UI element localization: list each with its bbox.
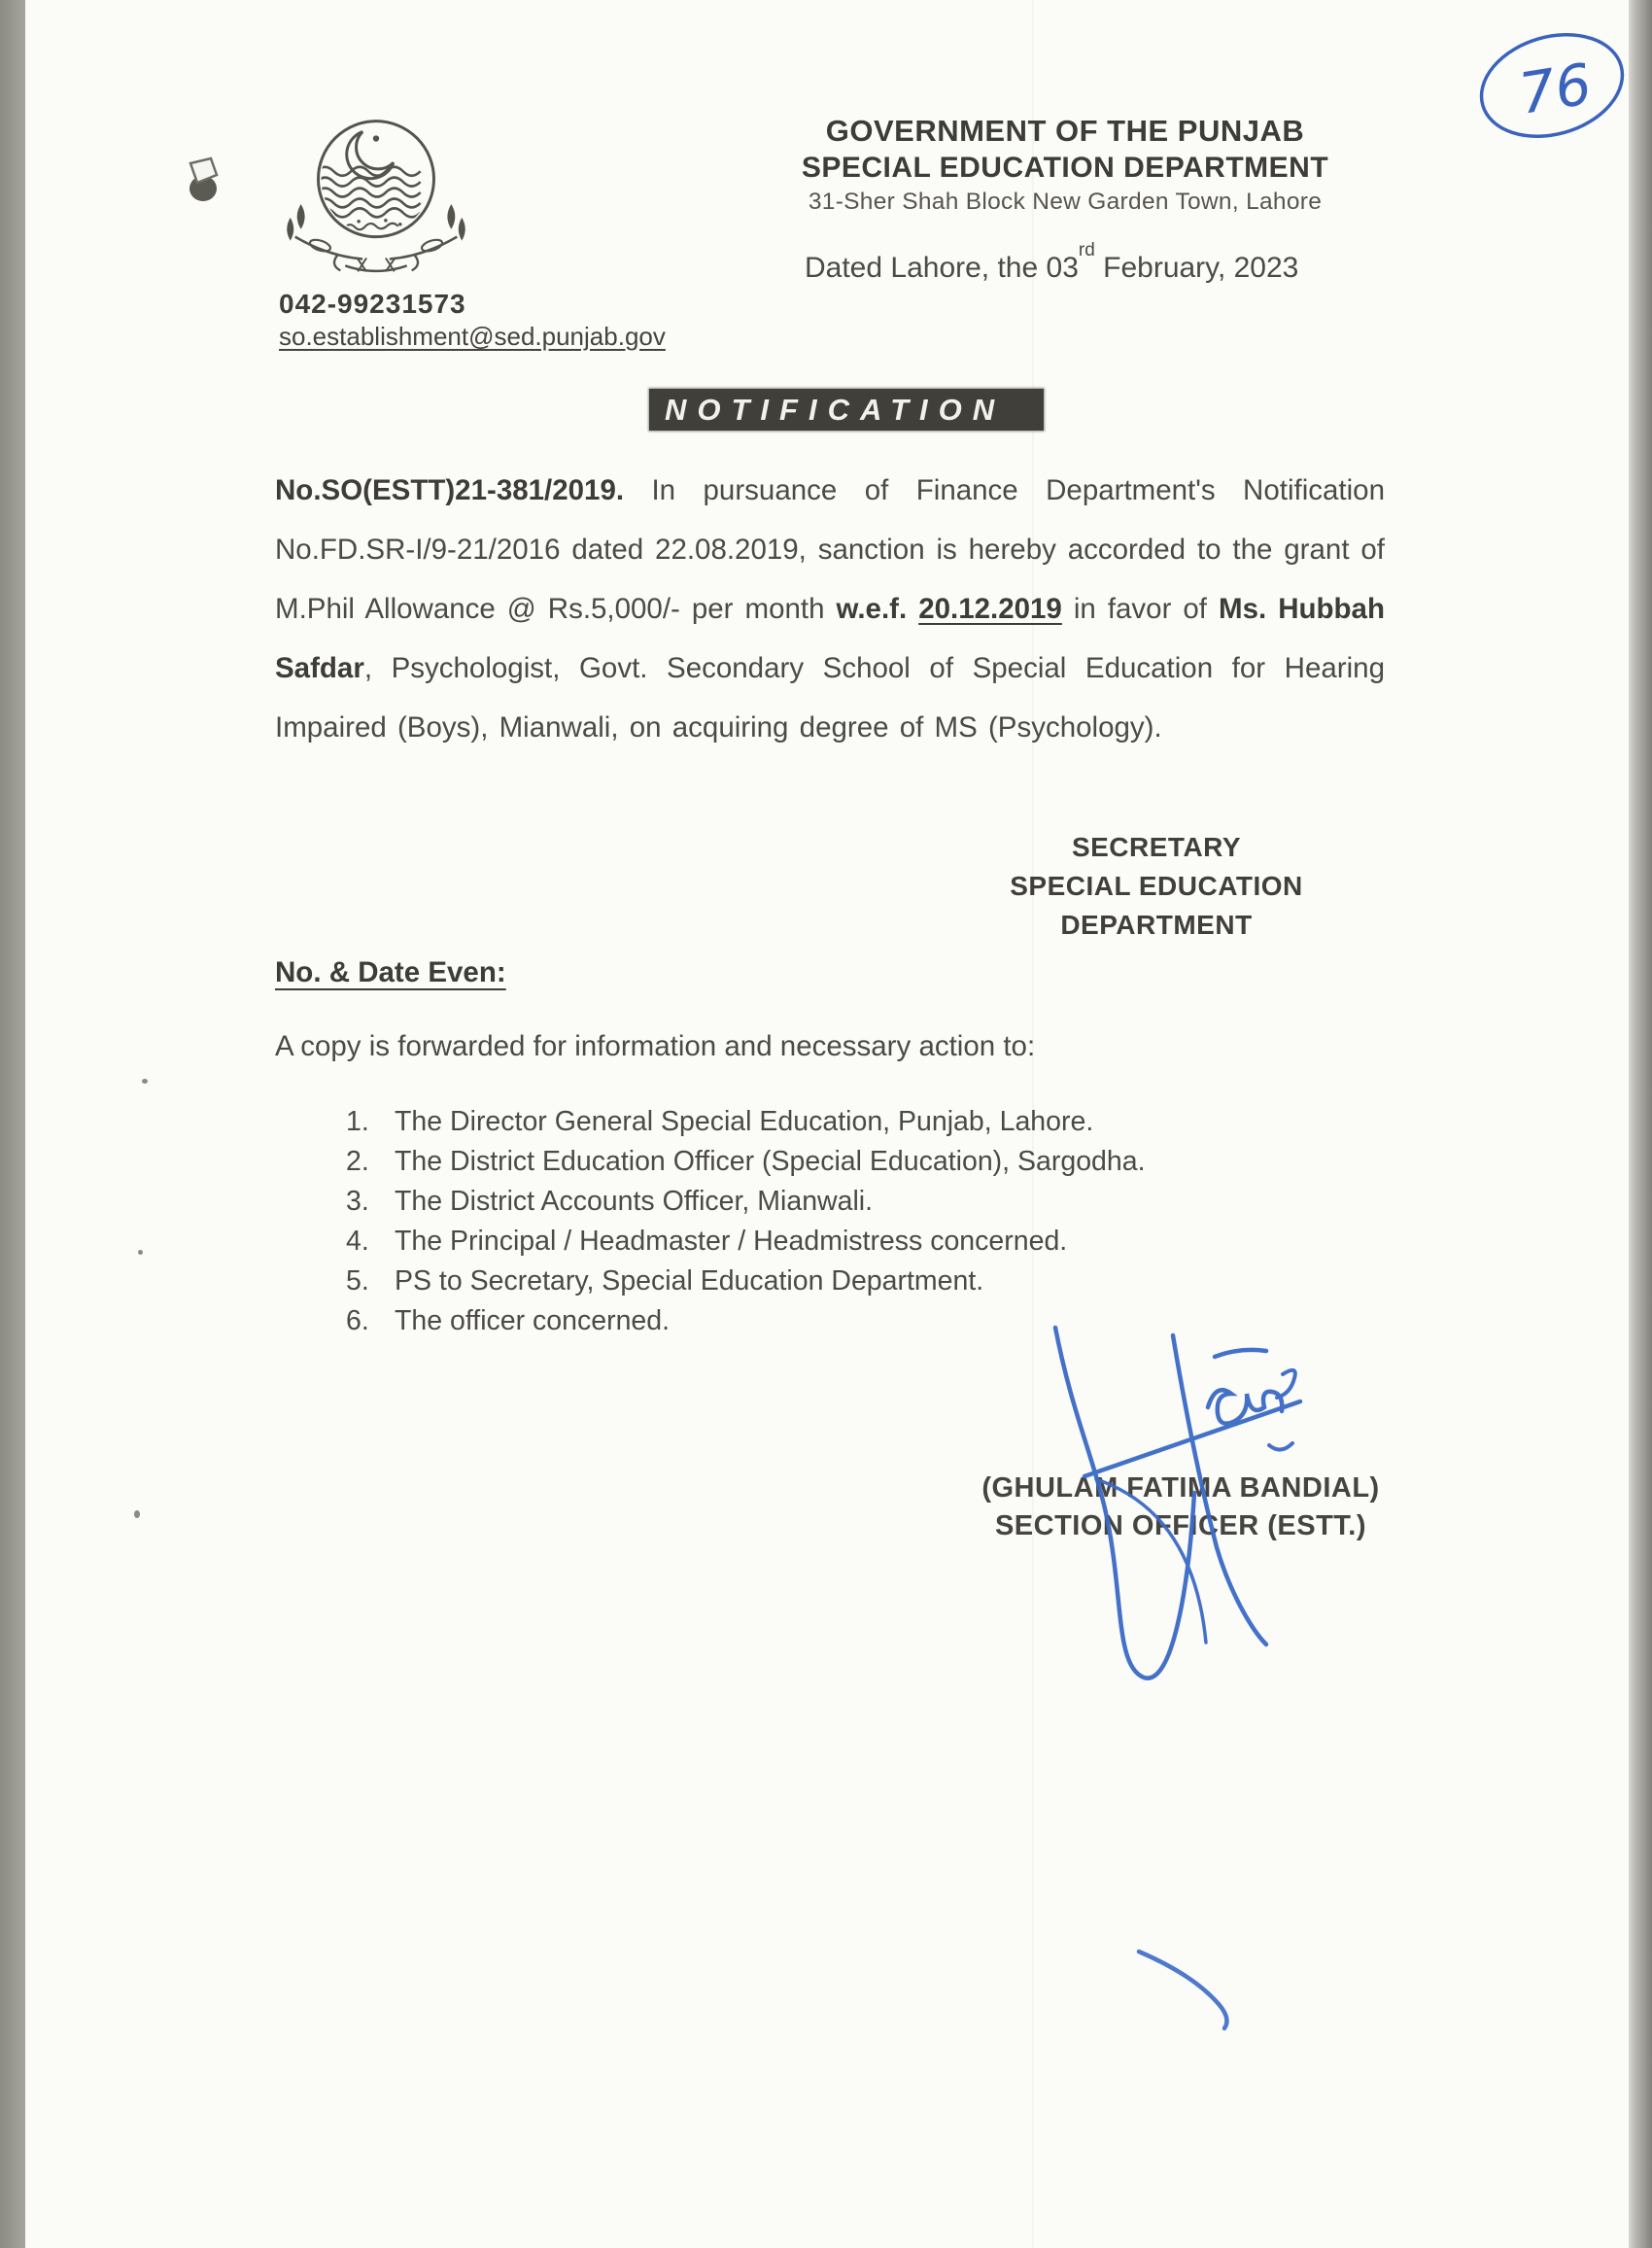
- grantee-name: Ms. Hubbah Safdar: [275, 593, 1385, 684]
- list-item-text: The Principal / Headmaster / Headmistress concerned.: [395, 1226, 1068, 1257]
- list-item-text: The Director General Special Education, Punjab, Lahore.: [395, 1106, 1094, 1137]
- number-date-even-label: No. & Date Even:: [275, 956, 506, 988]
- signatory-line-2: SPECIAL EDUCATION: [1010, 871, 1303, 901]
- ink-speck: [138, 1250, 143, 1255]
- page-number-circle-annotation: [1469, 19, 1635, 153]
- body-text-2: in favor of: [1061, 593, 1220, 625]
- list-number: 6.: [346, 1305, 369, 1336]
- date-line: [805, 240, 1299, 285]
- list-number: 1.: [346, 1106, 369, 1137]
- letterhead: [766, 113, 1364, 218]
- date-suffix: February, 2023: [1094, 252, 1299, 284]
- phone-number: 042-99231573: [279, 289, 466, 319]
- email-address: so.establishment@sed.punjab.gov: [279, 322, 666, 351]
- signatory-line-3: DEPARTMENT: [1060, 910, 1253, 940]
- recipient-list: [346, 1102, 1146, 1341]
- officer-title: SECTION OFFICER (ESTT.): [994, 1510, 1367, 1541]
- copy-forwarded-line: A copy is forwarded for information and necessary action to:: [275, 1030, 1036, 1062]
- list-item: [346, 1301, 1146, 1341]
- signatory-line-1: SECRETARY: [1071, 832, 1242, 862]
- list-item: [346, 1142, 1146, 1182]
- date-prefix: Dated Lahore, the 03: [805, 252, 1079, 284]
- list-number: 4.: [346, 1226, 369, 1257]
- department-address: 31-Sher Shah Block New Garden Town, Lahore: [808, 189, 1323, 215]
- scan-edge-right: [1629, 0, 1652, 2248]
- list-item-text: The officer concerned.: [395, 1305, 671, 1336]
- contact-block: [279, 288, 666, 352]
- government-title: GOVERNMENT OF THE PUNJAB: [825, 114, 1305, 148]
- notification-body: [275, 461, 1385, 757]
- punjab-government-crest-logo: [260, 111, 492, 286]
- list-item-text: The District Accounts Officer, Mianwali.: [395, 1186, 874, 1217]
- scan-edge-left: [0, 0, 25, 2248]
- staple-mark: [189, 158, 217, 201]
- list-number: 5.: [346, 1265, 369, 1297]
- wef-label: w.e.f.: [836, 593, 908, 625]
- list-item-text: PS to Secretary, Special Education Department.: [395, 1265, 984, 1297]
- ink-speck: [134, 1510, 140, 1518]
- section-officer-block: [952, 1470, 1409, 1545]
- body-text-3: , Psychologist, Govt. Secondary School of Special Education for Hearing Impaired (Boys), Mianwali, on acquiring degree of MS (Psychology).: [275, 652, 1385, 744]
- list-item: [346, 1102, 1146, 1142]
- effective-date: 20.12.2019: [918, 593, 1062, 625]
- notification-title-bar: NOTIFICATION: [649, 389, 1044, 431]
- reference-number: No.SO(ESTT)21-381/2019.: [275, 474, 625, 506]
- body-text-1: In pursuance of Finance Department's Notification No.FD.SR-I/9-21/2016 dated 22.08.2019, sanction is hereby accorded to the grant of M.Phil Allowance @ Rs.5,000/- per month: [275, 474, 1385, 625]
- officer-name: (GHULAM FATIMA BANDIAL): [981, 1472, 1380, 1504]
- list-item: [346, 1222, 1146, 1262]
- department-title: SPECIAL EDUCATION DEPARTMENT: [801, 152, 1329, 184]
- stray-ink-mark: [1139, 1952, 1226, 2028]
- signatory-designation: [933, 828, 1380, 945]
- list-number: 3.: [346, 1186, 369, 1217]
- date-ordinal: rd: [1078, 240, 1095, 260]
- list-number: 2.: [346, 1146, 369, 1177]
- handwritten-page-number: 76: [1514, 51, 1597, 127]
- list-item-text: The District Education Officer (Special Education), Sargodha.: [395, 1146, 1146, 1177]
- ink-speck: [142, 1079, 148, 1084]
- list-item: [346, 1262, 1146, 1301]
- list-item: [346, 1182, 1146, 1222]
